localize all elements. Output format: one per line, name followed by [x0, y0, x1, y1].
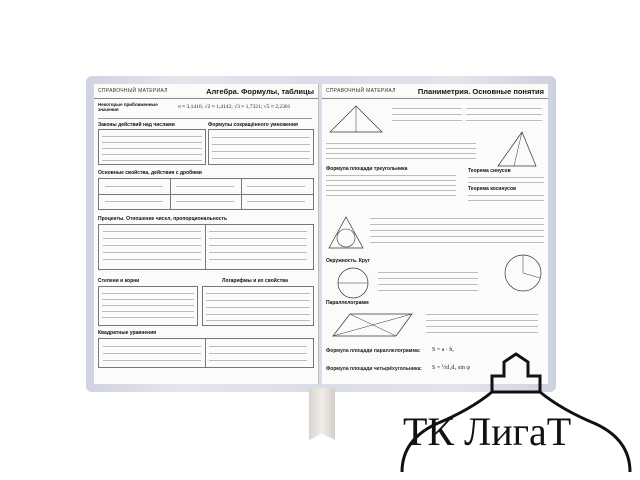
left-page-title: Алгебра. Формулы, таблицы — [206, 86, 314, 96]
triangle-area-title: Формула площади треугольника — [326, 166, 408, 172]
right-page-title: Планиметрия. Основные понятия — [417, 86, 544, 96]
short-mult-box — [208, 129, 314, 165]
circle-block — [326, 258, 370, 264]
parallelogram-figure — [330, 310, 416, 340]
percent-box — [98, 224, 314, 270]
parallelogram-area-formula: S = a · hₐ — [432, 347, 455, 353]
inscribed-text — [370, 216, 544, 243]
theorems-block — [468, 168, 544, 201]
powers-title: Степени и корни — [98, 278, 140, 284]
props-title: Основные свойства, действия с дробями — [98, 170, 202, 176]
laws-block — [98, 122, 206, 128]
parallelogram-area-label: Формула площади параллелограмма: — [326, 348, 421, 354]
triangle-notes — [392, 104, 462, 121]
right-header-ref: СПРАВОЧНЫЙ МАТЕРИАЛ — [326, 88, 396, 94]
quad-box — [98, 338, 314, 368]
circle-sector-figure — [502, 252, 544, 294]
circle-text — [378, 270, 478, 291]
approx-row — [98, 102, 312, 119]
percent-block — [98, 216, 312, 222]
left-header-ref: СПРАВОЧНЫЙ МАТЕРИАЛ — [98, 88, 168, 94]
parallelogram-title: Параллелограмм — [326, 300, 369, 306]
triangle-area-block — [326, 166, 456, 196]
triangle-text — [326, 140, 476, 159]
quad-area-formula: S = ½d₁d₂ sin φ — [432, 365, 470, 371]
bookmark-ribbon — [309, 388, 335, 440]
logo-text: ТК ЛигаТ — [403, 409, 572, 454]
quad-block — [98, 330, 312, 336]
inscribed-circle-figure — [326, 214, 366, 252]
short-mult-title: Формулы сокращённого умножения — [208, 122, 298, 128]
laws-title: Законы действий над числами — [98, 122, 175, 128]
left-page-header — [94, 84, 318, 99]
approx-values: π ≈ 3,1416; √2 ≈ 1,4142; √3 ≈ 1,7321; √5 ≈ 2,2361 — [178, 104, 291, 110]
right-page-header — [322, 84, 548, 99]
circumscribed-triangle-figure — [494, 128, 540, 170]
log-title: Логарифмы и их свойства — [222, 278, 288, 284]
log-box — [202, 286, 314, 326]
triangle-notes-right — [466, 104, 542, 121]
powers-block — [98, 278, 198, 284]
percent-title: Проценты. Отношение чисел, пропорциональность — [98, 216, 228, 222]
quad-title: Квадратные уравнения — [98, 330, 157, 336]
quad-area-label: Формула площади четырёхугольника: — [326, 366, 422, 372]
parallelogram-text — [426, 312, 538, 333]
cosine-theorem-title: Теорема косинусов — [468, 186, 517, 192]
left-page — [94, 84, 319, 384]
props-block — [98, 170, 312, 176]
sine-theorem-title: Теорема синусов — [468, 168, 511, 174]
right-page — [322, 84, 548, 384]
log-block — [202, 278, 312, 284]
short-mult-block — [208, 122, 314, 128]
notebook-spread — [86, 76, 556, 392]
approx-label: Некоторые приближенные значения — [98, 102, 158, 112]
powers-box — [98, 286, 198, 326]
triangle-figure — [326, 102, 386, 136]
circle-figure — [336, 266, 370, 300]
circle-title: Окружность. Круг — [326, 258, 370, 264]
parallelogram-block — [326, 300, 369, 306]
props-box — [98, 178, 314, 210]
laws-box — [98, 129, 206, 165]
